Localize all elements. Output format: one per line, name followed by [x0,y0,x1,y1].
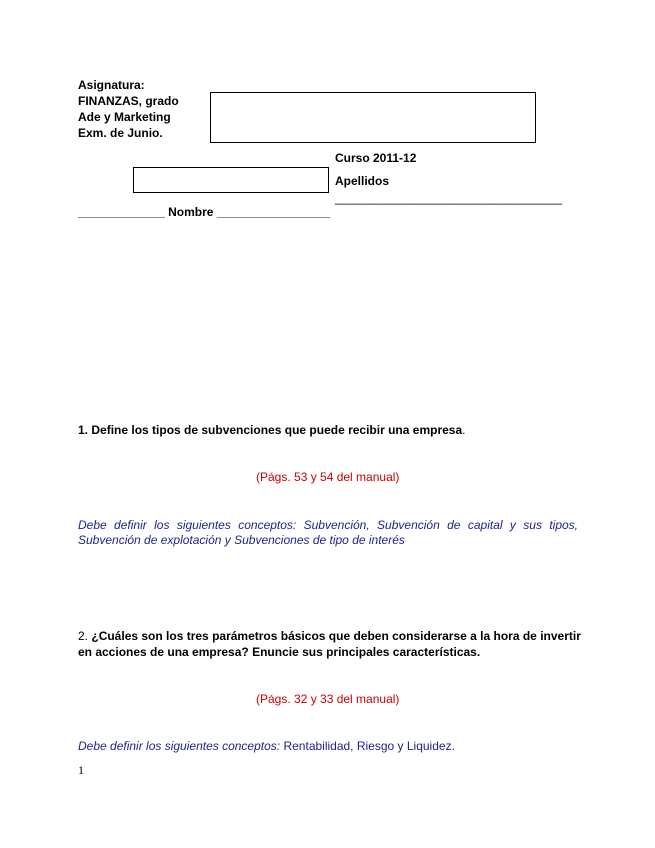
question-1 [78,422,465,438]
grade-box[interactable] [210,92,536,143]
question-1-guidance: Debe definir los siguientes conceptos: Subvención, Subvención de capital y sus tipos, Subvención de explotación y Subvenciones de tipo de interés [78,518,578,547]
surname-label: Apellidos [335,174,390,188]
question-1-suffix: . [462,423,466,437]
question-1-page-reference: (Págs. 53 y 54 del manual) [256,470,400,484]
name-field-row[interactable]: _____________ Nombre _________________ [78,205,331,219]
course-label: Curso 2011-12 [335,151,417,165]
subject-line-3: Ade y Marketing [78,110,171,124]
question-2-guidance-prefix: Debe definir los siguientes conceptos: [78,739,281,753]
question-2-line-2: en acciones de una empresa? Enuncie sus principales características. [78,645,481,659]
question-2-number: 2. [78,629,89,643]
id-box[interactable] [133,167,329,193]
question-1-number: 1. [78,423,89,437]
subject-line-4: Exm. de Junio. [78,126,163,140]
question-2-text: ¿Cuáles son los tres parámetros básicos que deben considerarse a la hora de invertir [91,629,581,643]
question-1-text: Define los tipos de subvenciones que puede recibir una empresa [91,423,463,437]
page-number: 1 [78,763,84,777]
question-2-guidance-terms: Rentabilidad, Riesgo y Liquidez. [283,739,455,753]
question-2-guidance [78,739,455,754]
subject-line-1: Asignatura: [78,78,145,92]
question-2-line-1 [78,628,581,644]
surname-field-line[interactable]: __________________________________ [335,191,562,205]
question-2-page-reference: (Págs. 32 y 33 del manual) [256,692,400,706]
subject-line-2: FINANZAS, grado [78,94,179,108]
